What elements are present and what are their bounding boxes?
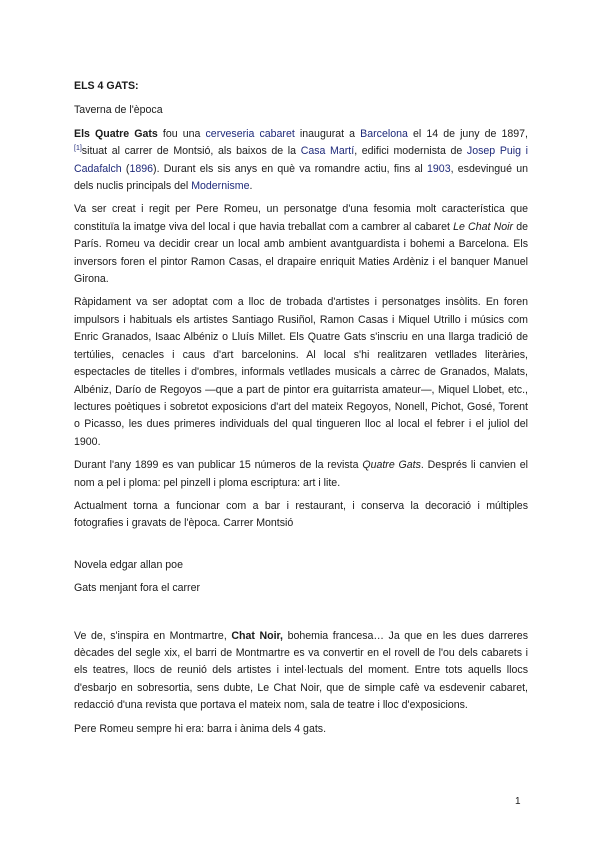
text: Va ser creat i regit per Pere Romeu, un personatge d'una fesomia molt característica que constituïa la imatge viva del local i que havia treballat com a cambrer al cabaret (74, 203, 528, 233)
link-1896[interactable]: 1896 (129, 162, 154, 175)
text: inaugurat a (294, 127, 361, 140)
text: , esdevingué un dels nuclis principals del (74, 162, 528, 193)
footnote-ref[interactable]: [1] (74, 145, 82, 153)
note-gats: Gats menjant fora el carrer (74, 582, 200, 595)
italic-title: Le Chat Noir (453, 220, 514, 233)
link-modernisme[interactable]: Modernisme (191, 180, 250, 193)
document-title: ELS 4 GATS: (74, 80, 139, 92)
text: situat al carrer de Montsió, als baixos de la (81, 145, 301, 158)
text: . (249, 180, 253, 193)
paragraph-pere-romeu (74, 201, 528, 288)
note-novela: Novela edgar allan poe (74, 558, 183, 571)
link-barcelona[interactable]: Barcelona (360, 127, 408, 140)
text: de París. Romeu va decidir crear un local amb ambient avantguardista i bohemi a Barcelona. Els inversors foren el pintor Ramon Casas, el drapaire enriquit Maties Ardèniz i el banquer Manuel Girona. (74, 220, 528, 286)
link-cerveseria[interactable]: cerveseria cabaret (205, 127, 295, 140)
italic-title: Quatre Gats (362, 459, 421, 472)
paragraph-revista (74, 457, 528, 492)
paragraph-artists: Ràpidament va ser adoptat com a lloc de trobada d'artistes i personatges insòlits. En foren impulsors i habituals els artistes Santiago Rusiñol, Ramon Casas i Miquel Utrillo i músics com Enric Granados, Isaac Albéniz o Lluís Millet. Els Quatre Gats s'inscriu en una llarga tradició de tertúlies, cenacles i caus d'art barcelonins. Al local s'hi realitzaren vetllades literàries, espectacles de titelles i d'ombres, informals vetllades musicals a càrrec de Granados, Malats, Albéniz, Darío de Regoyos —que a part de pintor era guitarrista amateur—, Miquel Llobet, etc., lectures poètiques i sobretot exposicions d'art del mateix Regoyos, Nonell, Pichot, Gosé, Torent o Picasso, les dues primeres individuals del qual tingueren lloc al local el febrer i el juliol del 1900. (74, 296, 528, 448)
text: ). Durant els sis anys en què va romandre actiu, fins al (153, 162, 428, 175)
text: ( (121, 162, 130, 175)
link-1903[interactable]: 1903 (427, 162, 451, 175)
text: , edifici modernista de (354, 145, 467, 158)
subtitle: Taverna de l'època (74, 104, 163, 117)
text: Durant l'any 1899 es van publicar 15 números de la revista (74, 459, 363, 472)
paragraph-closing: Pere Romeu sempre hi era: barra i ànima dels 4 gats. (74, 722, 327, 735)
text: el 14 de juny de 1897, (407, 127, 528, 140)
paragraph-intro (74, 126, 528, 196)
bold-chat-noir: Chat Noir, (231, 629, 283, 642)
bold-name: Els Quatre Gats (74, 127, 158, 140)
spacer (74, 604, 528, 628)
text: . Després li canvien el nom a pel i ploma: pel pinzell i ploma escriptura: art i lite. (74, 459, 529, 489)
link-casa-marti[interactable]: Casa Martí (300, 145, 355, 158)
text: Ve de, s'inspira en Montmartre, (74, 629, 232, 642)
paragraph-montmartre (74, 628, 528, 715)
spacer (74, 539, 528, 557)
text: fou una (157, 127, 206, 140)
link-puig-cadafalch[interactable]: Josep Puig i Cadafalch (74, 145, 529, 175)
text: bohemia francesa… Ja que en les dues darreres dècades del segle xix, el barri de Montmartre es va convertir en el rovell de l'ou dels cabarets i els teatres, llocs de reunió dels artistes i intel·lectuals del moment. Entre tots aquells llocs d'esbarjo en sobresortia, sens dubte, Le Chat Noir, que de simple cafè va esdevenir cabaret, redacció d'una revista que portava el mateix nom, sala de teatre i lloc d'exposicions. (74, 629, 528, 712)
document-body (74, 78, 528, 744)
paragraph-actualment: Actualment torna a funcionar com a bar i restaurant, i conserva la decoració i múltiples fotografies i gravats de l'època. Carrer Montsió (74, 499, 528, 530)
page-number: 1 (515, 796, 521, 807)
